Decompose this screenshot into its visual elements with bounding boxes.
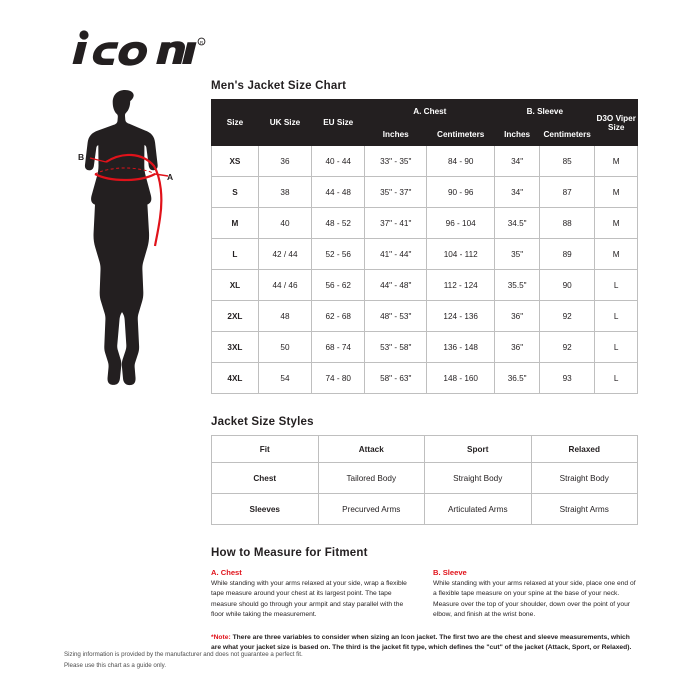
cell-sleeve-in: 35.5" [495,270,540,301]
col-header-sleeve-centimeters: Centimeters [540,123,595,146]
table-row [212,270,638,301]
cell-chest-in: 53" - 58" [365,332,427,363]
cell-uk: 50 [258,332,311,363]
cell-eu: 56 - 62 [312,270,365,301]
table-row [212,239,638,270]
cell-eu: 40 - 44 [312,146,365,177]
cell-chest-cm: 124 - 136 [427,301,495,332]
col-header-chest-group: A. Chest [365,100,495,123]
cell-d30: L [595,301,638,332]
cell-eu: 74 - 80 [312,363,365,394]
col-header-sleeve-inches: Inches [495,123,540,146]
cell-sleeve-cm: 87 [540,177,595,208]
cell-size: 3XL [212,332,259,363]
cell-sleeve-in: 34" [495,177,540,208]
how-to-measure-section [211,547,638,653]
measure-sleeve-block [433,568,637,621]
cell-chest-in: 41" - 44" [365,239,427,270]
styles-title: Jacket Size Styles [211,416,314,428]
cell-d30: M [595,239,638,270]
figure-label-b: B [78,152,85,162]
sizing-note-label: *Note: [211,633,231,641]
table-row [212,177,638,208]
cell-size: XS [212,146,259,177]
table-row [212,332,638,363]
cell-sleeve-in: 36" [495,332,540,363]
jacket-size-styles-table [211,435,638,525]
cell-chest-cm: 84 - 90 [427,146,495,177]
cell-size: L [212,239,259,270]
svg-text:R: R [199,40,204,45]
cell-chest-cm: 148 - 160 [427,363,495,394]
cell-d30: L [595,363,638,394]
cell-size: XL [212,270,259,301]
col-header-chest-inches: Inches [365,123,427,146]
cell-uk: 48 [258,301,311,332]
cell-chest-cm: 104 - 112 [427,239,495,270]
col-header-attack: Attack [318,436,425,463]
cell-uk: 44 / 46 [258,270,311,301]
cell-sleeve-in: 34.5" [495,208,540,239]
col-header-uk-size: UK Size [258,100,311,146]
cell-chest-in: 35" - 37" [365,177,427,208]
cell-sleeves-sport: Articulated Arms [425,494,532,525]
col-header-sport: Sport [425,436,532,463]
cell-chest-cm: 136 - 148 [427,332,495,363]
body-silhouette [85,90,158,385]
cell-sleeve-cm: 93 [540,363,595,394]
cell-uk: 36 [258,146,311,177]
cell-uk: 40 [258,208,311,239]
row-header-chest: Chest [212,463,319,494]
col-header-sleeve-group: B. Sleeve [495,100,595,123]
cell-chest-attack: Tailored Body [318,463,425,494]
measure-sleeve-heading: B. Sleeve [433,568,467,577]
cell-chest-cm: 112 - 124 [427,270,495,301]
col-header-size: Size [212,100,259,146]
measure-sleeve-text: While standing with your arms relaxed at your side, place one end of a flexible tape measure on your spine at the base of your neck. Measure over the top of your shoulder, down over the point of your elbow, and finish at the wrist bone. [433,580,636,619]
cell-size: 4XL [212,363,259,394]
cell-sleeve-cm: 89 [540,239,595,270]
cell-d30: M [595,208,638,239]
cell-eu: 48 - 52 [312,208,365,239]
cell-sleeve-in: 36" [495,301,540,332]
cell-d30: M [595,146,638,177]
cell-d30: M [595,177,638,208]
footer-disclaimer [64,650,624,671]
cell-sleeve-in: 35" [495,239,540,270]
measure-chest-block [211,568,415,621]
cell-sleeve-in: 36.5" [495,363,540,394]
figure-label-a: A [167,172,174,182]
mens-jacket-size-chart [211,99,638,394]
size-chart-title: Men's Jacket Size Chart [211,80,347,92]
table-row [212,301,638,332]
table-row [212,208,638,239]
col-header-fit: Fit [212,436,319,463]
measure-chest-text: While standing with your arms relaxed at your side, wrap a flexible tape measure around your chest at its largest point. The tape measure should go through your armpit and stay parallel with the floor while taking the measurement. [211,580,407,619]
size-chart-header-row-1 [212,100,638,123]
measure-chest-heading: A. Chest [211,568,242,577]
how-to-measure-title: How to Measure for Fitment [211,547,368,559]
footer-line-1: Sizing information is provided by the manufacturer and does not guarantee a perfect fit. [64,651,303,658]
cell-chest-cm: 90 - 96 [427,177,495,208]
col-header-d30-viper-size: D3O Viper Size [595,100,638,146]
table-row [212,463,638,494]
cell-size: 2XL [212,301,259,332]
cell-sleeve-in: 34" [495,146,540,177]
col-header-chest-centimeters: Centimeters [427,123,495,146]
cell-chest-in: 48" - 53" [365,301,427,332]
cell-chest-in: 58" - 63" [365,363,427,394]
footer-line-2: Please use this chart as a guide only. [64,661,167,669]
cell-sleeve-cm: 88 [540,208,595,239]
table-row [212,146,638,177]
cell-uk: 38 [258,177,311,208]
brand-logo [66,26,206,70]
cell-sleeves-attack: Precurved Arms [318,494,425,525]
cell-eu: 52 - 56 [312,239,365,270]
measurement-figure [62,86,202,416]
cell-sleeves-relaxed: Straight Arms [531,494,638,525]
sizing-note-text: There are three variables to consider when sizing an Icon jacket. The first two are the chest and sleeve measurements, which are what your jacket size is based on. The third is the jacket fit type, which defines the "cut" of the jacket (Attack, Sport, or Relaxed). [211,633,632,651]
cell-eu: 44 - 48 [312,177,365,208]
cell-chest-in: 33" - 35" [365,146,427,177]
cell-eu: 62 - 68 [312,301,365,332]
cell-eu: 68 - 74 [312,332,365,363]
table-row [212,363,638,394]
cell-d30: L [595,332,638,363]
cell-sleeve-cm: 92 [540,332,595,363]
cell-uk: 54 [258,363,311,394]
cell-chest-cm: 96 - 104 [427,208,495,239]
cell-chest-in: 37" - 41" [365,208,427,239]
col-header-eu-size: EU Size [312,100,365,146]
col-header-relaxed: Relaxed [531,436,638,463]
table-row [212,494,638,525]
styles-header-row [212,436,638,463]
cell-chest-relaxed: Straight Body [531,463,638,494]
row-header-sleeves: Sleeves [212,494,319,525]
cell-sleeve-cm: 92 [540,301,595,332]
cell-sleeve-cm: 90 [540,270,595,301]
cell-chest-sport: Straight Body [425,463,532,494]
cell-uk: 42 / 44 [258,239,311,270]
cell-size: S [212,177,259,208]
cell-chest-in: 44" - 48" [365,270,427,301]
icon-logo-graphic [66,26,206,70]
cell-d30: L [595,270,638,301]
cell-size: M [212,208,259,239]
cell-sleeve-cm: 85 [540,146,595,177]
